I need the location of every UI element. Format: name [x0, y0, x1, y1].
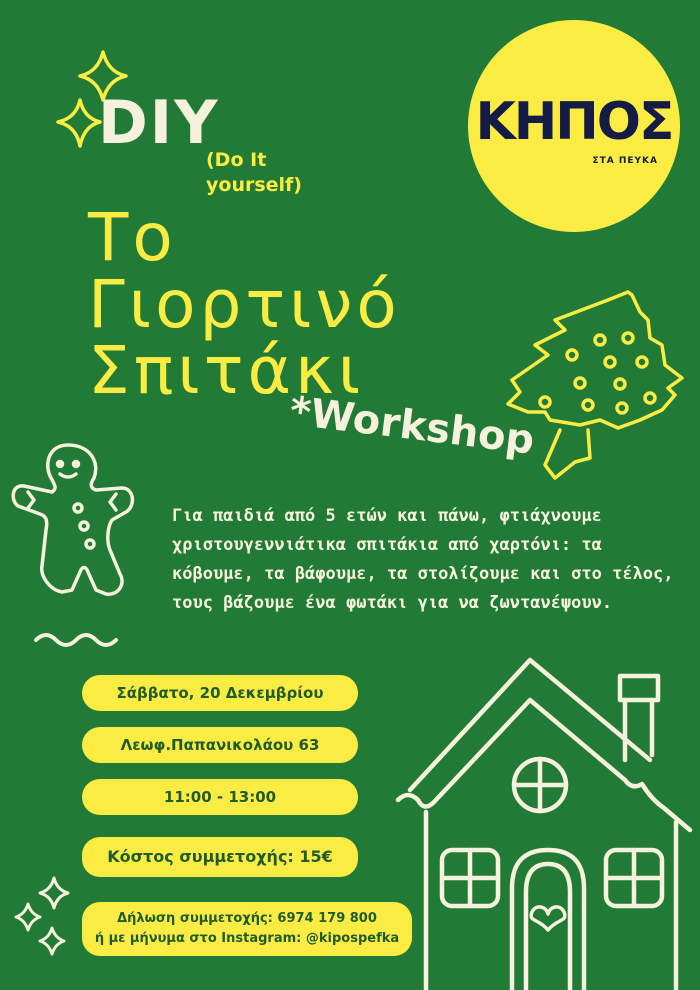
time-pill: 11:00 - 13:00	[82, 779, 358, 815]
workshop-tag: *Workshop	[287, 388, 537, 464]
logo-name: ΚΗΠΟΣ	[475, 92, 673, 152]
sparkle-icon	[16, 878, 68, 954]
diy-expansion-line1: (Do It	[206, 149, 267, 171]
cost-pill: Κόστος συμμετοχής: 15€	[82, 837, 358, 877]
logo-subtitle: ΣΤΑ ΠΕΥΚΑ	[592, 156, 658, 166]
date-pill: Σάββατο, 20 Δεκεμβρίου	[82, 675, 358, 711]
registration-pill	[82, 902, 412, 956]
diy-expansion-line2: yourself)	[206, 174, 302, 196]
title-line2: Γιορτινό	[88, 266, 401, 343]
christmas-tree-icon	[508, 292, 682, 478]
logo	[468, 20, 680, 232]
squiggle-icon	[36, 635, 116, 645]
address-pill: Λεωφ.Παπανικολάου 63	[82, 727, 358, 763]
registration-instagram: ή με μήνυμα στο Instagram: @kipospefka	[94, 931, 400, 946]
diy-expansion	[206, 148, 302, 198]
registration-phone: Δήλωση συμμετοχής: 6974 179 800	[117, 911, 377, 926]
gingerbread-man-icon	[13, 445, 132, 594]
title-line3: Σπιτάκι	[88, 332, 365, 409]
title-line1: Το	[88, 199, 177, 276]
diy-heading: DIY	[98, 88, 220, 158]
event-description: Για παιδιά από 5 ετών και πάνω, φτιάχνουμε χριστουγεννιάτικα σπιτάκια από χαρτόνι: τα κόβουμε, τα βάφουμε, τα στολίζουμε και στο τέλος, τους βάζουμε ένα φωτάκι για να ζωντανέψουν.	[172, 506, 674, 613]
gingerbread-house-icon	[398, 660, 690, 990]
